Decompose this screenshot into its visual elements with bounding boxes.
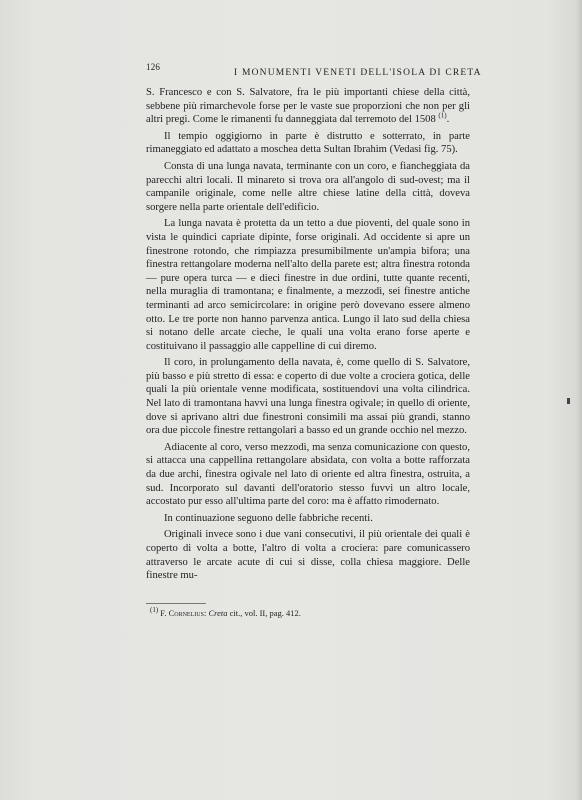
footnote-author: F. Cornelius bbox=[160, 608, 204, 618]
body-text bbox=[146, 86, 470, 586]
footnote-work: Creta bbox=[208, 608, 228, 618]
paragraph-7: In continuazione seguono delle fabbriche recenti. bbox=[164, 512, 373, 524]
paragraph-1 bbox=[146, 86, 470, 127]
footnote-marker: (1) bbox=[150, 606, 159, 615]
paragraph-6: Adiacente al coro, verso mezzodì, ma senza comunicazione con questo, si attacca una cappellina rettangolare absidata, con volta a botte rafforzata da due archi, finestra ogivale nel lato di oriente ed altra finestra, ostruita, a sud. Incorporato sul davanti dell'oratorio stesso fuvvi un altro locale, accostato pur esso all'ultima parte del coro: ma è affatto rimodernato. bbox=[146, 441, 470, 508]
running-head: I MONUMENTI VENETI DELL'ISOLA DI CRETA bbox=[234, 68, 482, 78]
page-number: 126 bbox=[146, 62, 161, 72]
footnote bbox=[150, 608, 301, 618]
paragraph-2: Il tempio oggigiorno in parte è distrutto e sotterrato, in parte rimaneggiato ed adattato a moschea detta Sultan Ibrahim (Vedasi fig. 75). bbox=[146, 130, 470, 156]
footnote-reference: (1) bbox=[438, 111, 447, 120]
paragraph-4: La lunga navata è protetta da un tetto a due pioventi, del quale sono in vista le quindici capriate dipinte, forse originali. Ad occidente si apre un finestrone rotondo, che rimpiazza presumibilmente un'ampia bifora; una finestra rettangolare moderna nell'alto della parete est; altra finestra rotonda — pure opera turca — e dieci finestre in due ordini, tutte quante recenti, nella muraglia di tramontana; e finalmente, a mezzodì, sei finestre antiche terminanti ad arco semicircolare: in origine però dovevano essere almeno otto. Le tre porte non hanno parvenza antica. Lungo il lato sud della chiesa si notano delle arcate cieche, le quali una volta erano forse aperte e costituivano il passaggio alle cappelline di cui diremo. bbox=[146, 218, 470, 352]
paragraph-1-text: S. Francesco e con S. Salvatore, fra le più importanti chiese della città, sebbene più rimarchevole forse per le vaste sue proporzioni che non per gli altri pregi. Come le rimanenti fu danneggiata dal terremoto del 1508 bbox=[146, 87, 470, 126]
footnote-rule bbox=[146, 603, 206, 604]
paragraph-8: Originali invece sono i due vani consecutivi, il più orientale dei quali è coperto di volta a botte, l'altro di volta a crociera: pare comunicassero attraverso le arcate acute di cui si disse, colla chiesa maggiore. Delle finestre mu- bbox=[146, 529, 470, 582]
paragraph-1-end: . bbox=[446, 114, 450, 126]
footnote-separator: : bbox=[203, 608, 207, 618]
footnote-rest: cit., vol. II, pag. 412. bbox=[229, 608, 301, 618]
paragraph-3: Consta di una lunga navata, terminante con un coro, e fiancheggiata da parecchi altri locali. Il minareto si trova ora all'angolo di sud-ovest; ma il campanile originale, come nelle altre chiese latine della città, doveva sorgere nella parte orientale dell'edificio. bbox=[146, 160, 470, 213]
margin-mark bbox=[567, 398, 570, 404]
page-header bbox=[146, 62, 482, 82]
page-edge-shadow bbox=[576, 0, 582, 800]
paragraph-5: Il coro, in prolungamento della navata, è, come quello di S. Salvatore, più basso e più stretto di essa: e coperto di due volte a crociera gotica, delle quali la più orientale venne modificata, sostituendovi una volta cilindrica. Nel lato di tramontana havvi una lunga finestra ogivale; in quello di oriente, dove si aprivano altri due finestroni consimili ma assai più grandi, stanno ora due piccole finestre rettangolari a basso ed un grande occhio nel mezzo. bbox=[146, 357, 470, 437]
